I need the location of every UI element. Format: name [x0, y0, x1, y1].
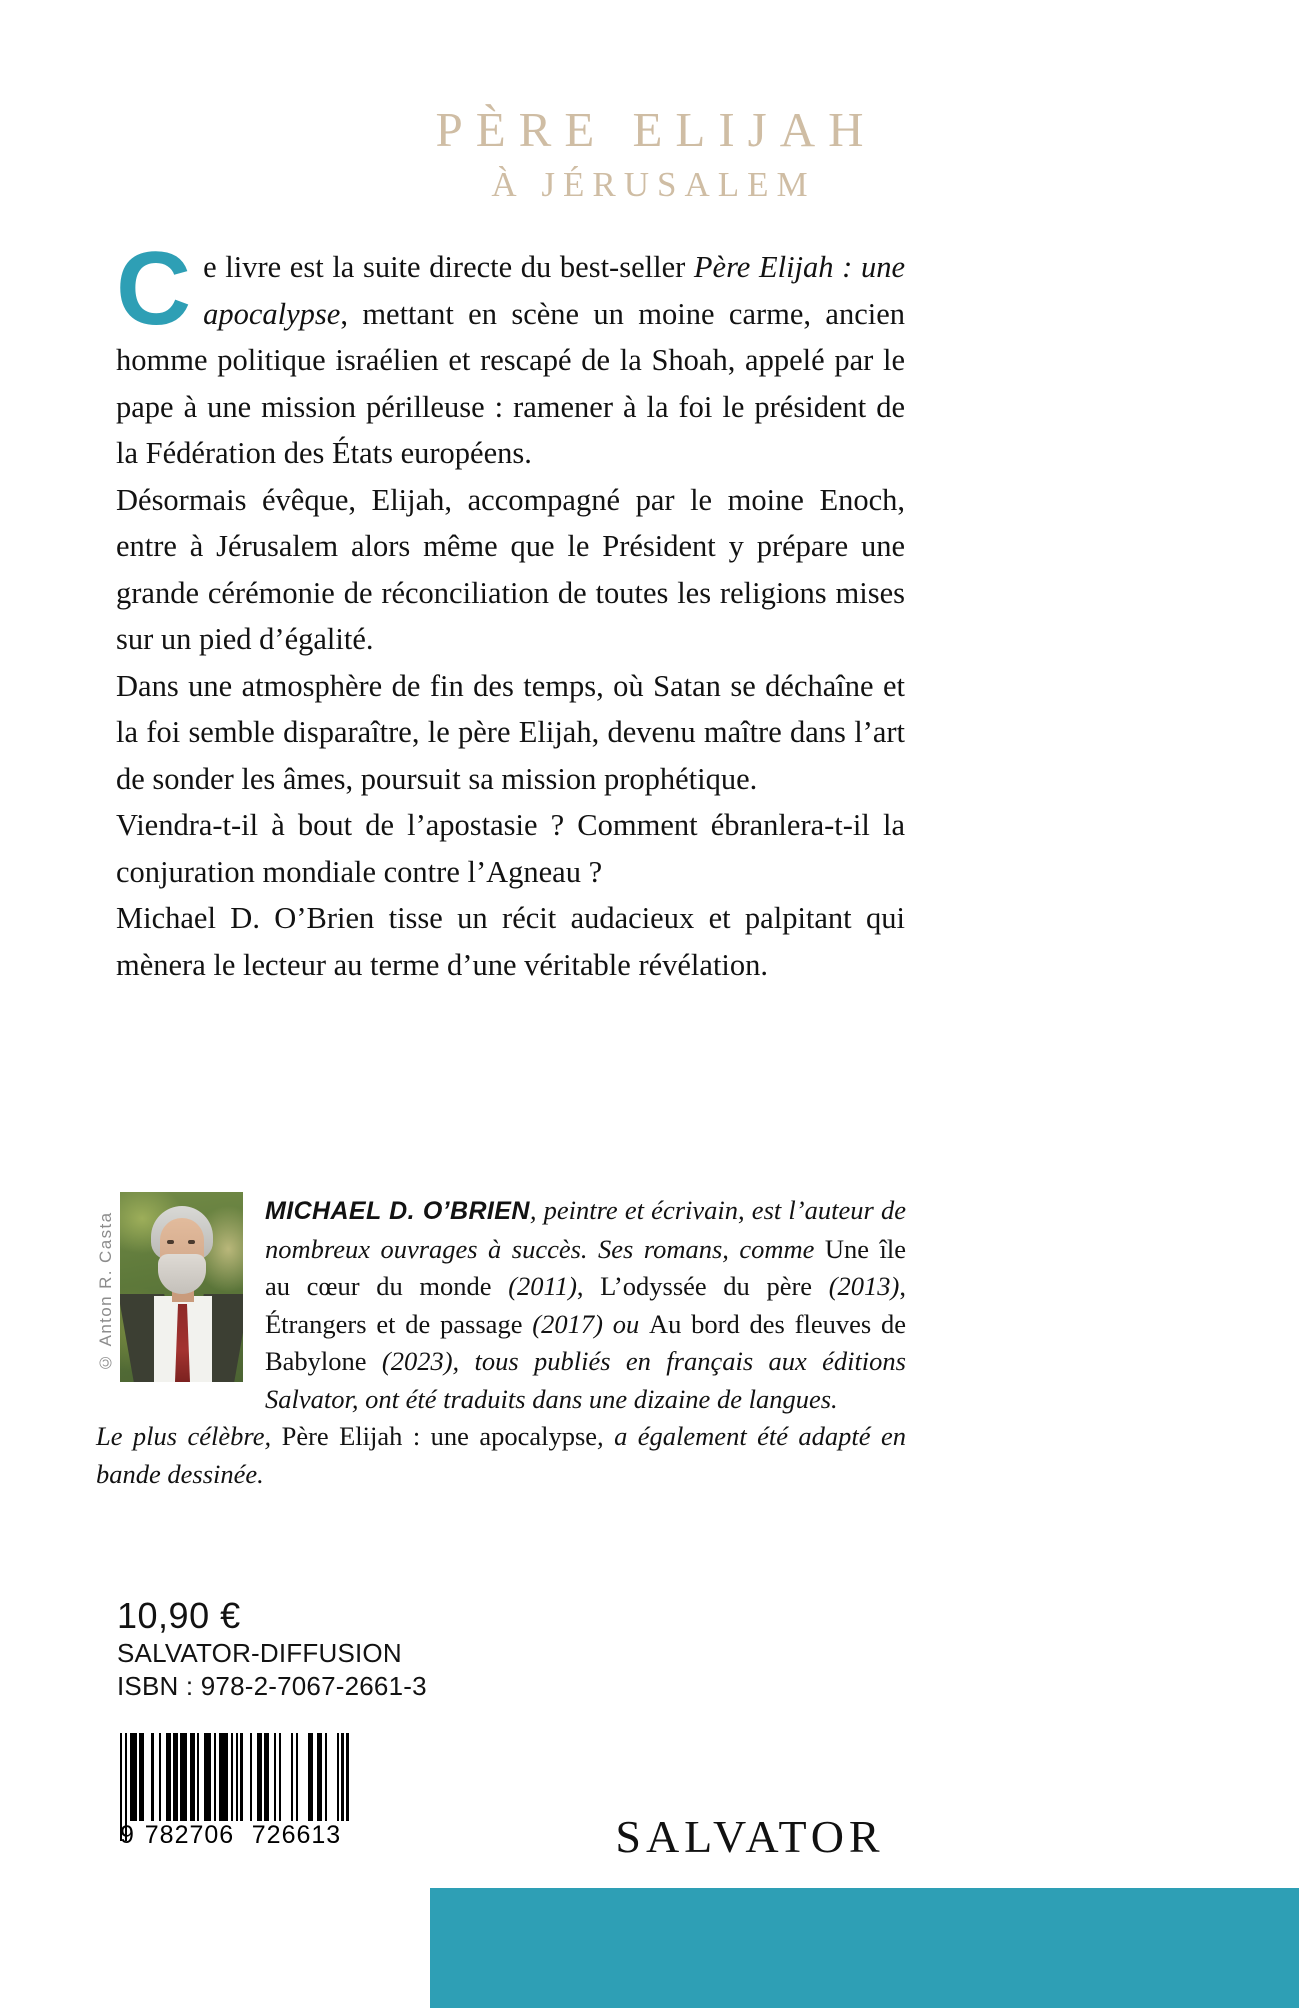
barcode-left-group: 782706: [136, 1821, 243, 1850]
blurb-p1-part-a: e livre est la suite directe du best-seller: [203, 250, 694, 284]
page-subtitle: À JÉRUSALEM: [491, 164, 816, 204]
author-name: MICHAEL D. O’BRIEN: [265, 1197, 530, 1225]
author-portrait-photo: [120, 1192, 243, 1382]
title-block: [0, 104, 1299, 204]
photo-credit: © Anton R. Casta: [96, 1211, 115, 1372]
isbn-label: ISBN : 978-2-7067-2661-3: [117, 1671, 427, 1701]
blurb-paragraph-1: [116, 231, 905, 477]
bio-tail-2: , a également été adapté en bande dessinée.: [96, 1421, 906, 1489]
bio-fragment-2: (2023), tous publiés en français aux éditions Salvator, ont été traduits dans une dizaine de langues.: [265, 1346, 906, 1414]
barcode-lead-digit: 9: [120, 1821, 135, 1849]
distributor-label: SALVATOR-DIFFUSION: [117, 1638, 402, 1668]
blurb-paragraph-4: Viendra-t-il à bout de l’apostasie ? Comment ébranlera-t-il la conjuration mondiale contre l’Agneau ?: [116, 808, 905, 889]
bio-tail-book-title: Père Elijah : une apocalypse: [281, 1421, 598, 1451]
bio-year-3: (2017) ou: [522, 1308, 649, 1339]
barcode-right-group: 726613: [243, 1821, 350, 1850]
blurb-paragraph-3: Dans une atmosphère de fin des temps, où Satan se déchaîne et la foi semble disparaître, le père Elijah, devenu maître dans l’art de sonder les âmes, poursuit sa mission prophétique.: [116, 668, 905, 796]
bio-book-title-1: Une île au cœur du monde: [265, 1233, 906, 1301]
page-title: PÈRE ELIJAH: [435, 102, 877, 157]
blurb-p1-part-b: , mettant en scène un moine carme, ancien homme politique israélien et rescapé de la Shoah, appelé par le pape à une mission périlleuse : ramener à la foi le président de la Fédération des États européens.: [116, 296, 905, 470]
barcode: [120, 1733, 350, 1850]
price-label: 10,90 €: [117, 1595, 241, 1636]
bio-fragment-1: , peintre et écrivain, est l’auteur de nombreux ouvrages à succès. Ses romans, comme: [265, 1195, 906, 1264]
author-bio-text: [265, 1192, 906, 1418]
portrait-eye-left: [167, 1240, 174, 1244]
blurb-text: [116, 231, 905, 988]
bio-year-1: (2011): [491, 1271, 577, 1301]
bio-book-title-3: , Étrangers et de passage: [265, 1271, 906, 1339]
author-bio-tail: [96, 1418, 906, 1493]
drop-cap: C: [116, 231, 190, 347]
pricing-block: [117, 1595, 427, 1703]
bio-book-title-4: Au bord des fleuves de Babylone: [265, 1308, 906, 1376]
blurb-paragraph-2: Désormais évêque, Elijah, accompagné par le moine Enoch, entre à Jérusalem alors même que le Président y prépare une grande cérémonie de réconciliation de toutes les religions mises sur un pied d’égalité.: [116, 482, 905, 656]
publisher-logo: SALVATOR: [615, 1811, 885, 1862]
portrait-eye-right: [188, 1240, 195, 1244]
author-bio-block: [96, 1192, 906, 1493]
author-bio-top-row: [96, 1192, 906, 1418]
bio-year-2: (2013): [812, 1271, 900, 1301]
bio-tail-1: Le plus célèbre,: [96, 1421, 282, 1451]
blurb-p1-italic-title: Père Elijah : une apocalypse: [203, 250, 905, 331]
accent-band: [430, 1888, 1299, 2008]
blurb-paragraph-5: Michael D. O’Brien tisse un récit audacieux et palpitant qui mènera le lecteur au terme d’une véritable révélation.: [116, 901, 905, 982]
barcode-digits: [120, 1821, 350, 1850]
bio-book-title-2: , L’odyssée du père: [576, 1271, 813, 1301]
